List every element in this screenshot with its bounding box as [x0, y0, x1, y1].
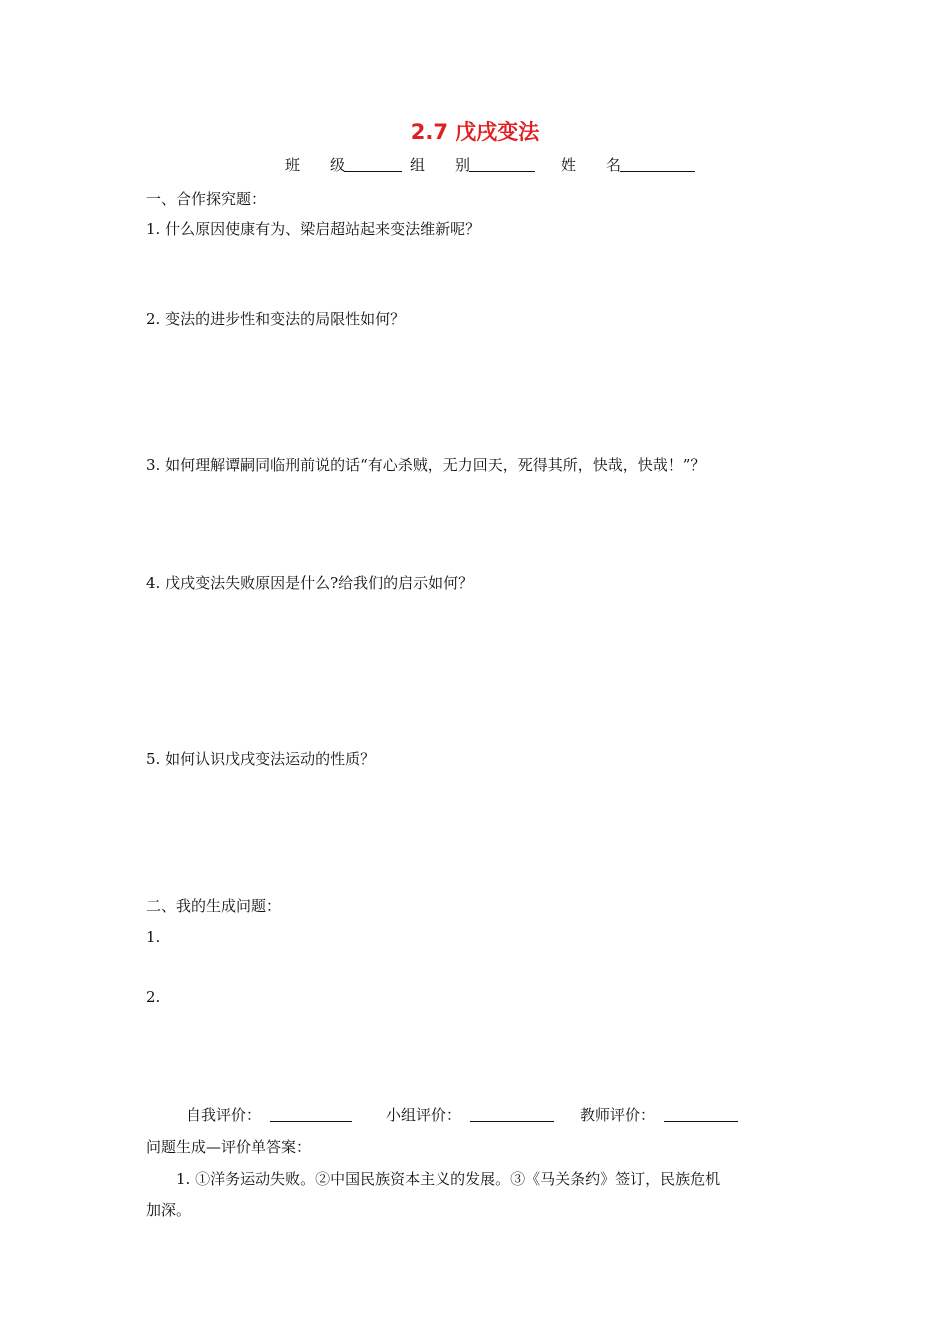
teacher-eval-field[interactable]	[664, 1104, 738, 1122]
group-field[interactable]	[469, 154, 535, 172]
group-label: 组 别	[410, 156, 471, 174]
generated-item-2: 2.	[146, 988, 161, 1006]
question-3: 3. 如何理解谭嗣同临刑前说的话“有心杀贼，无力回天，死得其所，快哉，快哉！”？	[146, 456, 706, 474]
answers-heading: 问题生成—评价单答案：	[146, 1138, 312, 1156]
name-label: 姓 名	[561, 156, 622, 174]
group-eval-field[interactable]	[470, 1104, 554, 1122]
group-eval-label: 小组评价：	[386, 1106, 462, 1124]
name-field[interactable]	[620, 154, 695, 172]
question-2: 2. 变法的进步性和变法的局限性如何？	[146, 310, 406, 328]
class-label: 班 级	[285, 156, 346, 174]
question-4: 4. 戊戌变法失败原因是什么?给我们的启示如何？	[146, 574, 474, 592]
generated-item-1: 1.	[146, 928, 161, 946]
student-info-line	[0, 154, 950, 176]
section-heading-cooperative: 一、合作探究题：	[146, 190, 267, 208]
self-eval-label: 自我评价：	[186, 1106, 262, 1124]
self-eval-field[interactable]	[270, 1104, 352, 1122]
answer-line-1: 1. ①洋务运动失败。②中国民族资本主义的发展。③《马关条约》签订，民族危机	[176, 1170, 721, 1188]
class-field[interactable]	[344, 154, 402, 172]
evaluation-line	[0, 1104, 950, 1126]
question-5: 5. 如何认识戊戌变法运动的性质？	[146, 750, 376, 768]
page-title: 2.7 戊戌变法	[410, 120, 540, 144]
section-heading-generated: 二、我的生成问题：	[146, 897, 282, 915]
question-1: 1. 什么原因使康有为、梁启超站起来变法维新呢？	[146, 220, 481, 238]
teacher-eval-label: 教师评价：	[580, 1106, 656, 1124]
answer-line-2: 加深。	[146, 1201, 192, 1219]
